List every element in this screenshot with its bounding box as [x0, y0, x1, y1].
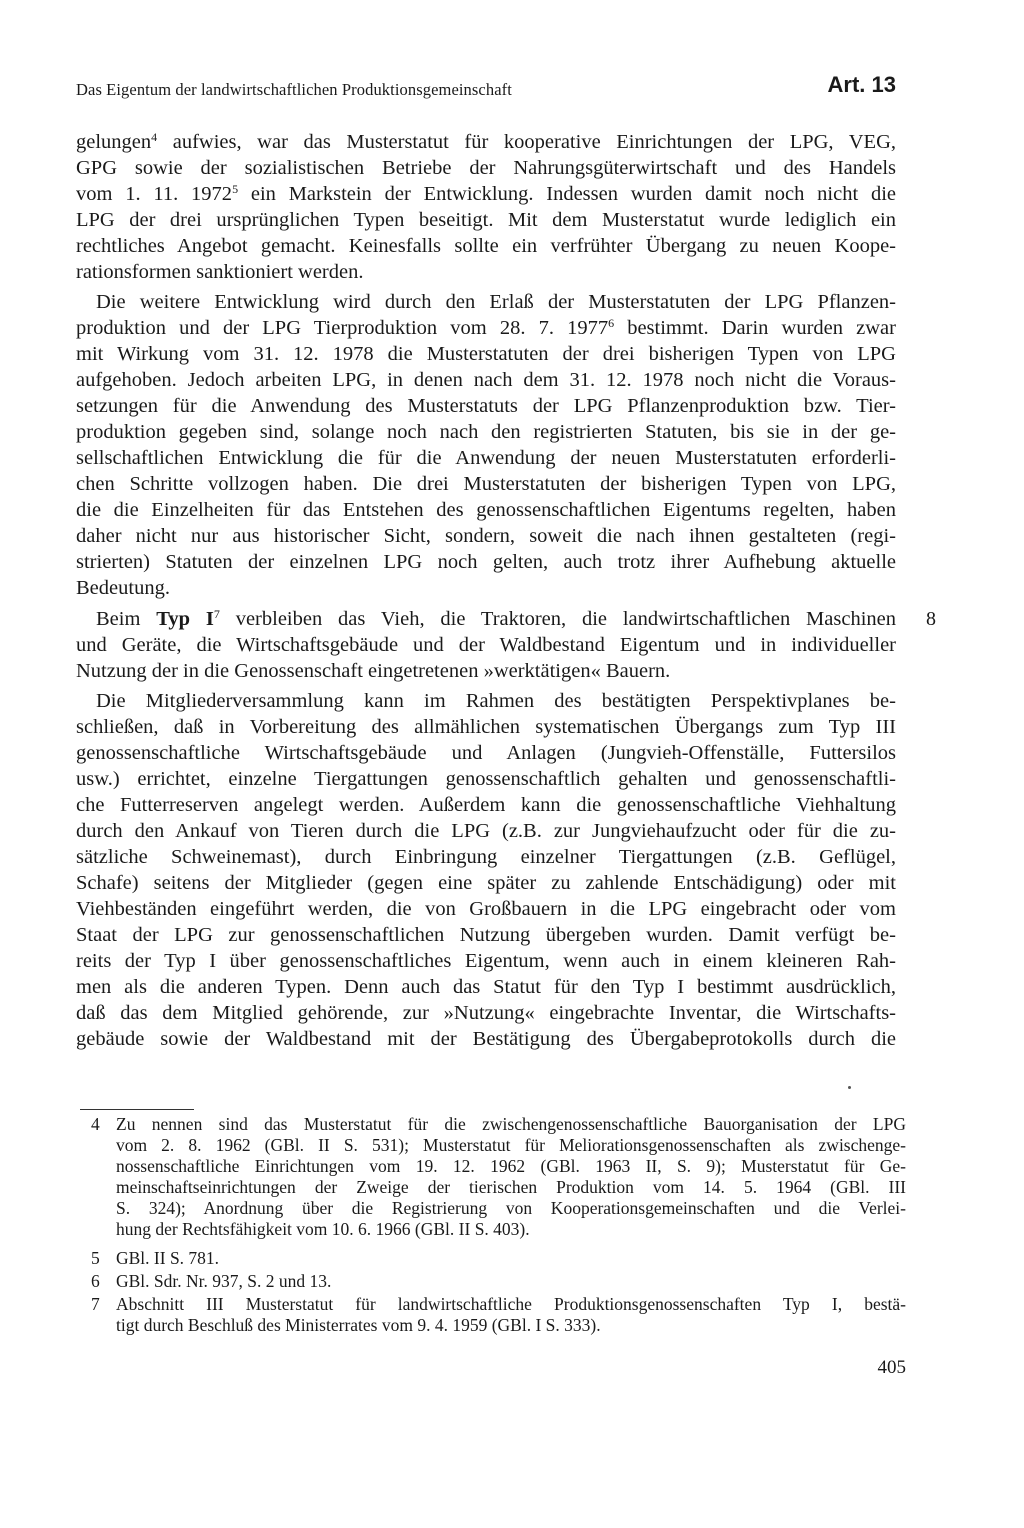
text-line: mit Wirkung vom 31. 12. 1978 die Musterstatuten der drei bisherigen Typen von LPG	[76, 343, 896, 365]
printing-dot	[848, 1086, 851, 1089]
text-line: daher nicht nur aus historischer Sicht, sondern, soweit die nach ihnen gestalteten (regi-	[76, 525, 896, 547]
text-line: durch den Ankauf von Tieren durch die LPG (z.B. zur Jungviehaufzucht oder für die zu-	[76, 820, 896, 842]
article-number: Art. 13	[827, 72, 896, 97]
text-line: Die Mitgliederversammlung kann im Rahmen des bestätigten Perspektivplanes be-	[96, 690, 896, 712]
text-line: sätzliche Schweinemast), durch Einbringung einzelner Tiergattungen (z.B. Geflügel,	[76, 846, 896, 868]
text-line: genossenschaftliche Wirtschaftsgebäude und Anlagen (Jungvieh-Offenställe, Futtersilos	[76, 742, 896, 764]
text-line: sellschaftlichen Entwicklung die für die Anwendung der neuen Musterstatuten erforderli-	[76, 447, 896, 469]
running-head: Das Eigentum der landwirtschaftlichen Produktionsgemeinschaft	[76, 80, 512, 99]
text-line: gebäude sowie der Waldbestand mit der Bestätigung des Übergabeprotokolls durch die	[76, 1028, 896, 1050]
text-line: reits der Typ I über genossenschaftliches Eigentum, wenn auch in einem kleineren Rah-	[76, 950, 896, 972]
text-line: rationsformen sanktioniert werden.	[76, 261, 364, 283]
footnote-line: GBl. II S. 781.	[116, 1248, 220, 1268]
footnote-number: 7	[91, 1294, 100, 1314]
footnote-line: Zu nennen sind das Musterstatut für die zwischengenossenschaftliche Bauorganisation der LPG	[116, 1114, 906, 1134]
text-line: und Geräte, die Wirtschaftsgebäude und der Waldbestand Eigentum und in individueller	[76, 634, 896, 656]
footnote-line: Abschnitt III Musterstatut für landwirtschaftliche Produktionsgenossenschaften Typ I, bestä-	[116, 1294, 906, 1314]
text-line: die die Einzelheiten für das Entstehen des genossenschaftlichen Eigentums regelten, haben	[76, 499, 896, 521]
text-line: rechtliches Angebot gemacht. Keinesfalls sollte ein verfrühter Übergang zu neuen Koope-	[76, 235, 896, 257]
footnote-line: meinschaftseinrichtungen der Zweige der tierischen Produktion vom 14. 5. 1964 (GBl. III	[116, 1177, 906, 1197]
footnote-number: 5	[91, 1248, 100, 1268]
text-line: Nutzung der in die Genossenschaft eingetretenen »werktätigen« Bauern.	[76, 660, 671, 682]
footnote-number: 6	[91, 1271, 100, 1291]
footnote-line: nossenschaftliche Einrichtungen vom 19. 12. 1962 (GBl. 1963 II, S. 9); Musterstatut für Ge-	[116, 1156, 906, 1176]
footnote-line: vom 2. 8. 1962 (GBl. II S. 531); Musterstatut für Meliorationsgenossenschaften als zwischenge-	[116, 1135, 906, 1155]
margin-number: 8	[926, 608, 936, 630]
footnote-ref[interactable]: 4	[151, 130, 158, 144]
text-line: LPG der drei ursprünglichen Typen beseitigt. Mit dem Musterstatut wurde lediglich ein	[76, 209, 896, 231]
footnote-line: S. 324); Anordnung über die Registrierung von Kooperationsgemeinschaften und die Verlei-	[116, 1198, 906, 1218]
text-line: strierten) Statuten der einzelnen LPG noch gelten, auch trotz ihrer Aufhebung aktuelle	[76, 551, 896, 573]
text-line: vom 1. 11. 1972$^5$ ein Markstein der Entwicklung. Indessen wurden damit noch nicht die	[76, 182, 896, 205]
text-line: Schafe) seitens der Mitglieder (gegen eine später zu zahlende Entschädigung) oder mit	[76, 872, 896, 894]
footnote-number: 4	[91, 1114, 100, 1134]
text-line: gelungen$^4$ aufwies, war das Musterstatut für kooperative Einrichtungen der LPG, VEG,	[76, 130, 896, 153]
footnote-ref[interactable]: 6	[608, 316, 615, 330]
text-line: Bedeutung.	[76, 577, 170, 599]
footnote-line: tigt durch Beschluß des Ministerrates vom 9. 4. 1959 (GBl. I S. 333).	[116, 1315, 601, 1335]
text-line: setzungen für die Anwendung des Musterstatuts der LPG Pflanzenproduktion bzw. Tier-	[76, 395, 896, 417]
text-line: chen Schritte vollzogen haben. Die drei Musterstatuten der bisherigen Typen von LPG,	[76, 473, 896, 495]
text-line: Staat der LPG zur genossenschaftlichen Nutzung übergeben wurden. Damit verfügt be-	[76, 924, 896, 946]
text-line: men als die anderen Typen. Denn auch das Statut für den Typ I bestimmt ausdrücklich,	[76, 976, 896, 998]
text-line: produktion gegeben sind, solange noch nach den registrierten Statuten, bis sie in der ge-	[76, 421, 896, 443]
text-line: GPG sowie der sozialistischen Betriebe der Nahrungsgüterwirtschaft und des Handels	[76, 157, 896, 179]
footnote-line: hung der Rechtsfähigkeit vom 10. 6. 1966 (GBl. II S. 403).	[116, 1219, 530, 1239]
page-number: 405	[877, 1357, 906, 1378]
footnote-ref[interactable]: 5	[232, 182, 239, 196]
text-line: aufgehoben. Jedoch arbeiten LPG, in denen nach dem 31. 12. 1978 noch nicht die Voraus-	[76, 369, 896, 391]
text-line: daß das dem Mitglied gehörende, zur »Nutzung« eingebrachte Inventar, die Wirtschafts-	[76, 1002, 896, 1024]
footnote-divider	[80, 1109, 194, 1110]
text-line: che Futterreserven angelegt werden. Außerdem kann die genossenschaftliche Viehhaltung	[76, 794, 896, 816]
footnote-ref[interactable]: 7	[213, 607, 220, 621]
text-line: usw.) errichtet, einzelne Tiergattungen genossenschaftlich gehalten und genossenschaftli-	[76, 768, 896, 790]
text-line: Die weitere Entwicklung wird durch den Erlaß der Musterstatuten der LPG Pflanzen-	[96, 291, 896, 313]
text-line: Beim Typ $I^7$ verbleiben das Vieh, die Traktoren, die landwirtschaftlichen Maschinen	[96, 607, 896, 630]
text-line: produktion und der LPG Tierproduktion vom 28. 7. 1977$^6$ bestimmt. Darin wurden zwar	[76, 316, 896, 339]
text-line: schließen, daß in Vorbereitung des allmählichen systematischen Übergangs zum Typ III	[76, 716, 896, 738]
type-label: Typ I	[156, 608, 214, 630]
text-line: Viehbeständen eingeführt werden, die von Großbauern in die LPG eingebracht oder vom	[76, 898, 896, 920]
footnote-line: GBl. Sdr. Nr. 937, S. 2 und 13.	[116, 1271, 332, 1291]
